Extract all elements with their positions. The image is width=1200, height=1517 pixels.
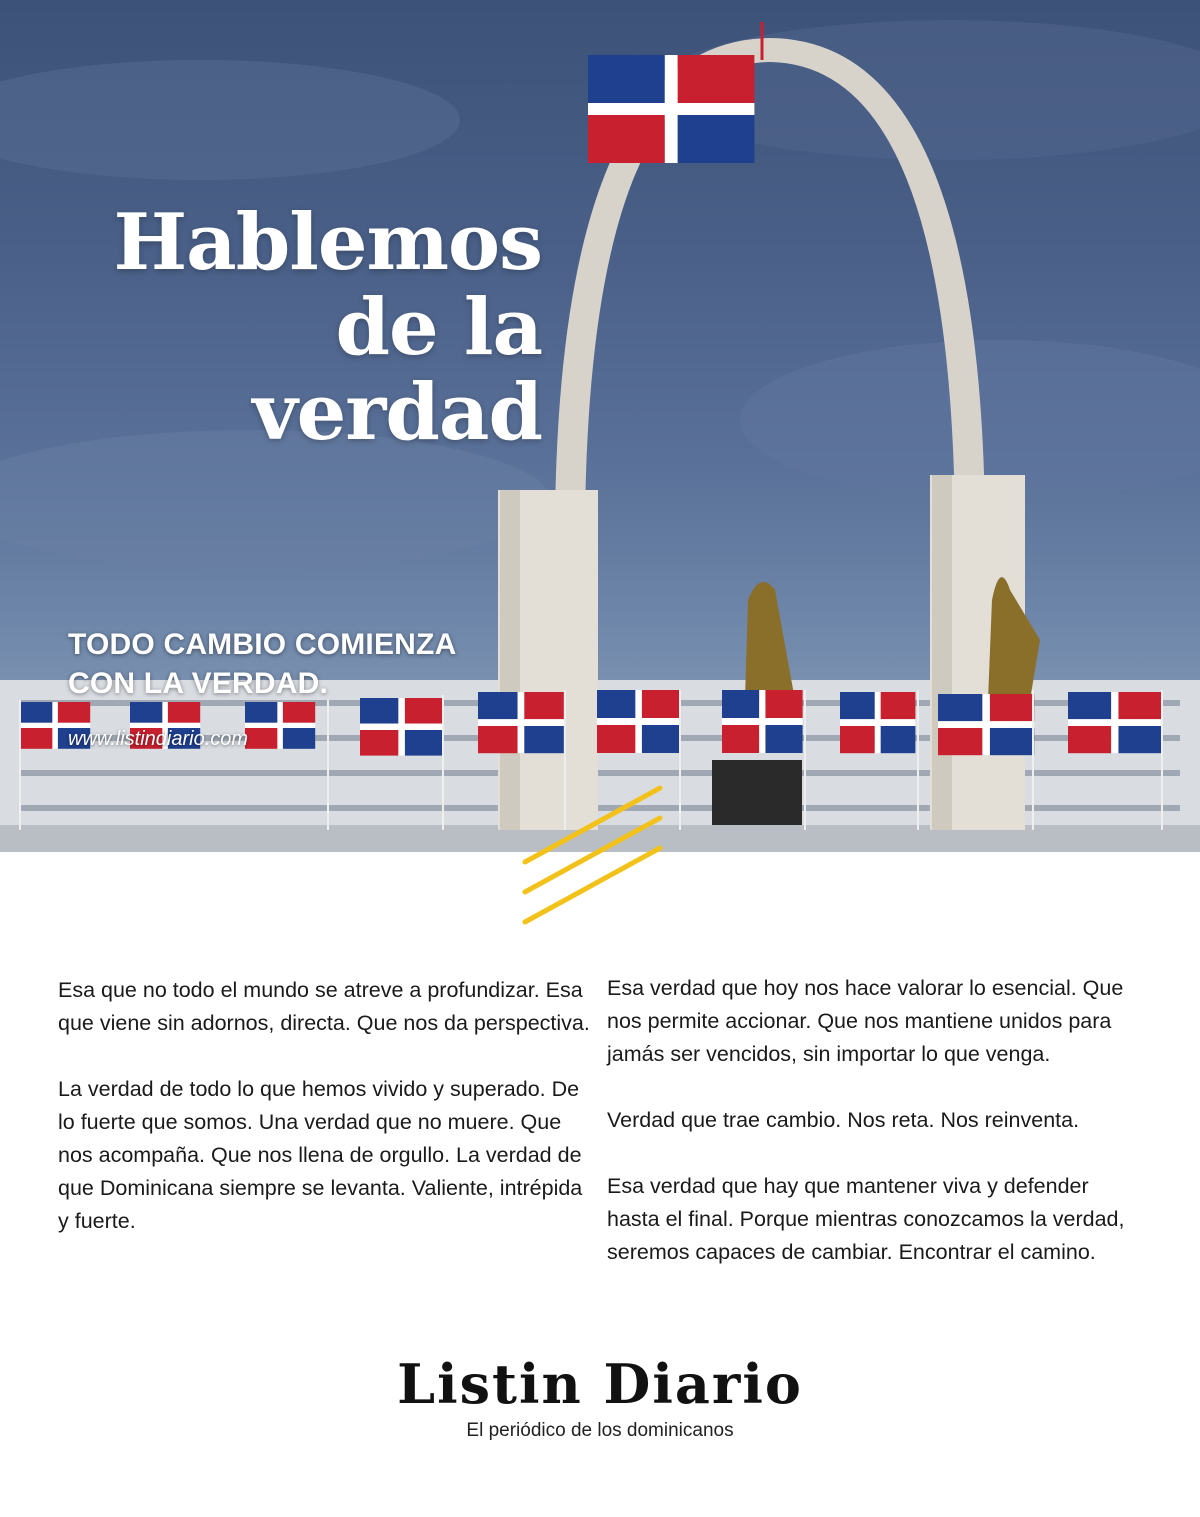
body-column-left <box>58 974 598 1271</box>
website-link[interactable]: www.listindiario.com <box>68 728 249 750</box>
headline-line: de la <box>335 282 542 373</box>
brand-name: Listin Diario <box>397 1352 803 1416</box>
paragraph: Esa verdad que hoy nos hace valorar lo esencial. Que nos permite accionar. Que nos mantiene unidos para jamás ser vencidos, sin importar lo que venga. <box>607 976 1124 1066</box>
body-column-right <box>607 972 1147 1302</box>
paragraph: La verdad de todo lo que hemos vivido y superado. De lo fuerte que somos. Una verdad que no muere. Que nos acompaña. Que nos llena de orgullo. La verdad de que Dominicana siempre se levanta. Valiente, intrépida y fuerte. <box>58 1077 583 1233</box>
brand-logo <box>0 1352 1200 1442</box>
headline <box>113 197 542 458</box>
brand-tagline: El periódico de los dominicanos <box>466 1420 734 1441</box>
headline-line: verdad <box>252 367 542 458</box>
tagline-line: CON LA VERDAD. <box>68 667 329 700</box>
tagline-line: TODO CAMBIO COMIENZA <box>68 628 457 661</box>
paragraph: Esa que no todo el mundo se atreve a profundizar. Esa que viene sin adornos, directa. Que nos da perspectiva. <box>58 978 590 1035</box>
headline-line: Hablemos <box>113 197 542 288</box>
accent-stripes <box>515 780 675 930</box>
paragraph: Verdad que trae cambio. Nos reta. Nos reinventa. <box>607 1108 1080 1132</box>
tagline <box>68 625 456 703</box>
paragraph: Esa verdad que hay que mantener viva y defender hasta el final. Porque mientras conozcamos la verdad, seremos capaces de cambiar. Encontrar el camino. <box>607 1174 1125 1264</box>
